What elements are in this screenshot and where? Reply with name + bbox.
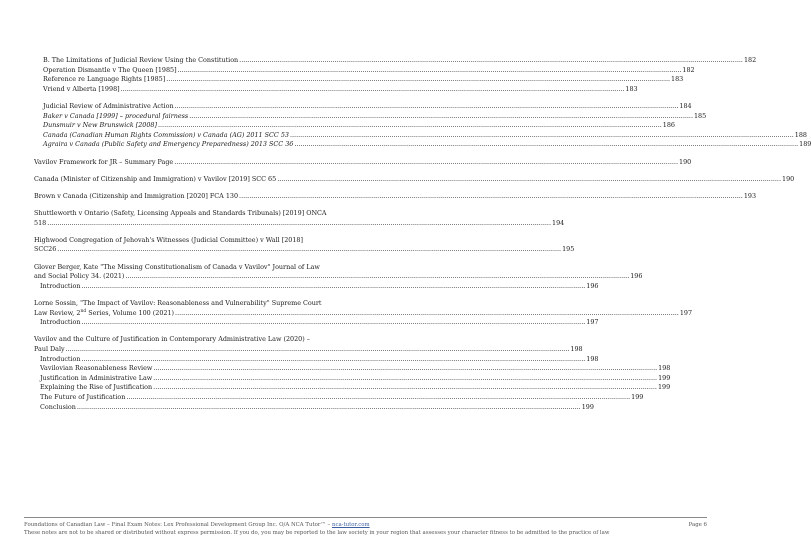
toc-entry[interactable]: Introduction ..... 198 — [34, 355, 360, 365]
toc-page-number: 194 — [552, 218, 565, 227]
toc-page-number: 199 — [581, 402, 594, 411]
toc-page-number: 197 — [679, 308, 693, 317]
toc-page-number: 184 — [679, 101, 692, 110]
toc-page-number: 182 — [682, 65, 695, 74]
toc-entry[interactable]: Vavilovian Reasonableness Review ..... 198 — [34, 364, 360, 374]
toc-page-number: 198 — [570, 345, 583, 353]
toc-page-number: 199 — [658, 373, 671, 382]
toc-page-number: 199 — [631, 392, 644, 401]
toc-page-number: 195 — [562, 245, 575, 254]
toc-page-number: 199 — [657, 383, 671, 392]
toc-entry-line[interactable]: Highwood Congregation of Jehovah's Witnesses (Judicial Committee) v Wall [2018] — [34, 235, 303, 244]
footer-notice: These notes are not to be shared or distributed without express permission. If you do, you may be reported to the law society in your region that assesses your character fitness to be admitted to the practice of law — [24, 530, 610, 536]
toc-entry[interactable]: Vriend v Alberta [1998] ..... 183 — [34, 85, 360, 95]
footer-link[interactable]: nca-tutor.com — [331, 522, 370, 528]
toc-page-number: 182 — [743, 56, 757, 64]
toc-entry[interactable]: Introduction ..... 197 — [34, 318, 360, 328]
toc-entry[interactable]: 518 ..... 194 — [34, 219, 360, 229]
toc-entry[interactable]: Brown v Canada (Citizenship and Immigration [2020] FCA 130 ..... 193 — [34, 192, 360, 202]
toc-entry[interactable]: Vavilov Framework for JR – Summary Page ..... 190 — [34, 158, 360, 168]
toc-entry[interactable]: Introduction ..... 196 — [34, 282, 360, 292]
toc-entry[interactable]: Law Review, 2nd Series, Volume 100 (2021) ..... 197 — [34, 309, 360, 319]
toc-entry[interactable]: SCC26 ..... 195 — [34, 245, 360, 255]
toc-entry[interactable]: The Future of Justification ..... 199 — [34, 393, 360, 403]
toc-page-number: 190 — [679, 157, 692, 166]
toc-entry-line[interactable]: Shuttleworth v Ontario (Safety, Licensing Appeals and Standards Tribunals) [2019] ONCA — [34, 209, 327, 218]
toc-entry[interactable]: Canada (Canadian Human Rights Commission) v Canada (AG) 2011 SCC 53 ..... 188 — [34, 131, 360, 141]
toc-page-number: 183 — [671, 75, 684, 84]
toc-page-number: 190 — [782, 174, 795, 183]
page-number: Page 6 — [688, 522, 707, 528]
toc-page-number: 183 — [625, 84, 638, 93]
toc-entry[interactable]: Dunsmuir v New Brunswick [2008] ..... 186 — [34, 121, 360, 131]
table-of-contents — [34, 56, 811, 412]
toc-entry-line[interactable]: Lorne Sossin, "The Impact of Vavilov: Reasonableness and Vulnerability" Supreme Court — [34, 299, 322, 308]
toc-entry[interactable]: Justification in Administrative Law ..... 199 — [34, 374, 360, 384]
toc-page-number: 198 — [586, 354, 599, 363]
toc-entry[interactable]: Reference re Language Rights [1985] ..... 183 — [34, 75, 360, 85]
toc-entry[interactable]: Baker v Canada [1999] – procedural fairness ..... 185 — [34, 112, 360, 122]
toc-entry[interactable]: B. The Limitations of Judicial Review Using the Constitution ..... 182 — [34, 56, 360, 66]
toc-page-number: 196 — [630, 272, 643, 281]
page-footer — [24, 521, 707, 537]
toc-entry[interactable]: Paul Daly ..... 198 — [34, 345, 360, 355]
footer-source: Foundations of Canadian Law – Final Exam Notes: Lex Professional Development Group Inc. O/A NCA Tutor™ – nca-tutor.com — [24, 522, 370, 528]
toc-page-number: 196 — [586, 281, 599, 290]
toc-entry[interactable]: Canada (Minister of Citizenship and Immigration) v Vavilov [2019] SCC 65 ..... 190 — [34, 175, 360, 185]
toc-page-number: 185 — [693, 111, 707, 120]
toc-entry[interactable]: Operation Dismantle v The Queen [1985] ..... 182 — [34, 66, 360, 76]
toc-page-number: 197 — [586, 318, 599, 327]
toc-entry[interactable]: Explaining the Rise of Justification ..... 199 — [34, 383, 360, 393]
toc-entry[interactable]: Judicial Review of Administrative Action ..... 184 — [34, 102, 360, 112]
footer-divider — [24, 517, 707, 518]
toc-page-number: 186 — [662, 121, 675, 130]
toc-entry[interactable]: Conclusion ..... 199 — [34, 403, 360, 413]
toc-page-number: 189 — [799, 140, 811, 149]
toc-entry-line[interactable]: Glover Berger, Kate "The Missing Constitutionalism of Canada v Vavilov" Journal of Law — [34, 262, 320, 271]
toc-entry-line[interactable]: Vavilov and the Culture of Justification in Contemporary Administrative Law (2020) – — [34, 335, 310, 344]
toc-page-number: 193 — [743, 191, 757, 200]
toc-page-number: 188 — [794, 130, 807, 139]
toc-page-number: 198 — [658, 364, 671, 373]
toc-entry[interactable]: Agraira v Canada (Public Safety and Emergency Preparedness) 2013 SCC 36 ..... 189 — [34, 140, 360, 150]
toc-entry[interactable]: and Social Policy 34. (2021) ..... 196 — [34, 272, 360, 282]
